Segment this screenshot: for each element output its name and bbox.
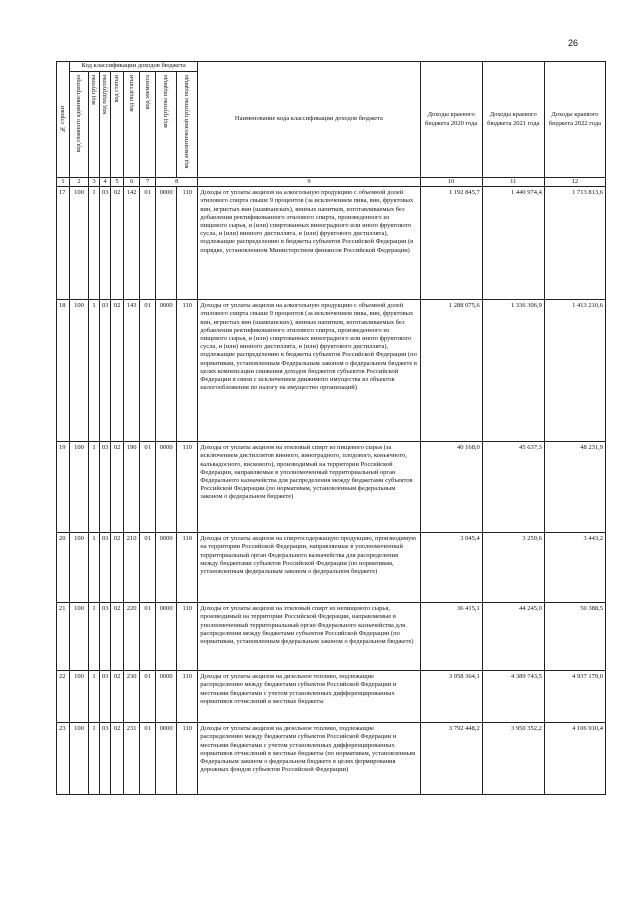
subarticle-code: 230 [124,671,140,723]
code-col-header: код аналитической группы подвида [177,72,198,178]
admin-code: 100 [70,300,89,442]
code-col-header: код главного администратора [70,72,89,178]
subgroup-code: 03 [100,671,111,723]
amount-2022: 4 937 179,0 [544,671,605,723]
subarticle-code: 231 [124,723,140,795]
element-code: 01 [140,533,156,603]
row-number: 17 [57,187,70,300]
revenue-name: Доходы от уплаты акцизов на этиловый спирт из пищевого сырья (за исключением дистиллятов винного, виноградного, плодового, коньячного, кальвадосного, вискового), производимый на территории Российской Федерации, направляемые в уполномоченный территориальный орган Федерального казначейства для распределения между бюджетами субъектов Российской Федерации (по нормативам, установленным федеральным законом о федеральном бюджете) [198,442,420,533]
analytic-group-code: 110 [177,533,198,603]
subgroup-code: 03 [100,300,111,442]
row-number: 20 [57,533,70,603]
subtype-group-code: 0000 [156,603,177,671]
year-2022-header: Доходы краевого бюджета 2022 года [544,62,605,178]
row-number: 18 [57,300,70,442]
row-number: 23 [57,723,70,795]
table-row [57,442,606,533]
article-code: 02 [111,442,124,533]
analytic-group-code: 110 [177,603,198,671]
subarticle-code: 142 [124,187,140,300]
analytic-group-code: 110 [177,723,198,795]
admin-code: 100 [70,187,89,300]
row-number: 21 [57,603,70,671]
amount-2021: 1 440 974,4 [482,187,544,300]
column-number: 2 [70,178,89,187]
code-col-header: код подгруппы [100,72,111,178]
amount-2020: 40 168,0 [420,442,482,533]
column-number: 11 [482,178,544,187]
column-number: 9 [198,178,420,187]
column-number: 4 [100,178,111,187]
article-code: 02 [111,300,124,442]
column-number: 1 [57,178,70,187]
group-code: 1 [89,723,100,795]
column-number: 8 [156,178,198,187]
code-col-header: код группы подвида [156,72,177,178]
table-row [57,187,606,300]
amount-2020: 3 792 448,2 [420,723,482,795]
element-code: 01 [140,603,156,671]
element-code: 01 [140,442,156,533]
article-code: 02 [111,723,124,795]
column-number: 5 [111,178,124,187]
revenue-name: Доходы от уплаты акцизов на дизельное топливо, подлежащие распределению между бюджетами субъектов Российской Федерации и местными бюджетами с учетом установленных дифференцированных нормативов отчислений в местные бюджеты (по нормативам, установленным Федеральным законом о федеральном бюджете в целях формирования дорожных фондов субъектов Российской Федерации) [198,723,420,795]
row-number: 22 [57,671,70,723]
amount-2020: 3 045,4 [420,533,482,603]
element-code: 01 [140,187,156,300]
page-number: 26 [568,38,579,48]
amount-2022: 1 713 813,6 [544,187,605,300]
subgroup-code: 03 [100,442,111,533]
amount-2020: 36 415,1 [420,603,482,671]
amount-2021: 44 245,0 [482,603,544,671]
group-code: 1 [89,603,100,671]
amount-2021: 4 389 743,5 [482,671,544,723]
subtype-group-code: 0000 [156,533,177,603]
group-code: 1 [89,300,100,442]
amount-2020: 1 288 075,6 [420,300,482,442]
analytic-group-code: 110 [177,442,198,533]
subarticle-code: 143 [124,300,140,442]
admin-code: 100 [70,603,89,671]
table-row [57,533,606,603]
subtype-group-code: 0000 [156,671,177,723]
column-number: 7 [140,178,156,187]
column-number: 10 [420,178,482,187]
subarticle-code: 190 [124,442,140,533]
revenue-table [56,61,606,795]
amount-2021: 3 950 352,2 [482,723,544,795]
name-column-header: Наименование кода классификации доходов бюджета [198,62,420,178]
article-code: 02 [111,187,124,300]
code-col-header: код подстатьи [124,72,140,178]
table-row [57,723,606,795]
amount-2022: 3 443,2 [544,533,605,603]
amount-2020: 3 958 364,1 [420,671,482,723]
subtype-group-code: 0000 [156,442,177,533]
analytic-group-code: 110 [177,300,198,442]
amount-2022: 50 388,5 [544,603,605,671]
amount-2022: 1 413 210,6 [544,300,605,442]
year-2021-header: Доходы краевого бюджета 2021 года [482,62,544,178]
admin-code: 100 [70,533,89,603]
classification-group-header: Код классификации доходов бюджета [70,62,198,72]
group-code: 1 [89,533,100,603]
subtype-group-code: 0000 [156,300,177,442]
subarticle-code: 210 [124,533,140,603]
admin-code: 100 [70,723,89,795]
table-row [57,603,606,671]
analytic-group-code: 110 [177,187,198,300]
article-code: 02 [111,671,124,723]
revenue-name: Доходы от уплаты акцизов на алкогольную продукцию с объемной долей этилового спирта свыше 9 процентов (за исключением пива, вин, фруктовых вин, игристых вин (шампанских), винных напитков, изготавливаемых без добавления ректификованного этилового спирта, произведенного из пищевого сырья, и (или) спиртованных виноградного или иного фруктового сусла, и (или) винного дистиллята, и (или) фруктового дистиллята), подлежащие распределению в бюджеты субъектов Российской Федерации (в порядке, установленном Министерством финансов Российской Федерации) [198,187,420,300]
group-code: 1 [89,442,100,533]
group-code: 1 [89,671,100,723]
analytic-group-code: 110 [177,671,198,723]
revenue-name: Доходы от уплаты акцизов на этиловый спирт из непищевого сырья, производимый на территории Российской Федерации, направляемые в уполномоченный территориальный орган Федерального казначейства для распределения между бюджетами субъектов Российской Федерации (по нормативам, установленным федеральным законом о федеральном бюджете) [198,603,420,671]
element-code: 01 [140,300,156,442]
code-col-header: код группы [89,72,100,178]
table-row [57,671,606,723]
revenue-name: Доходы от уплаты акцизов на спиртосодержащую продукцию, производимую на территории Российской Федерации, направляемые в уполномоченный территориальный орган Федерального казначейства для распределения между бюджетами субъектов Российской Федерации (по нормативам, установленным федеральным законом о федеральном бюджете) [198,533,420,603]
column-numbers-row [57,178,606,187]
admin-code: 100 [70,671,89,723]
amount-2020: 1 192 845,7 [420,187,482,300]
row-number: 19 [57,442,70,533]
subgroup-code: 03 [100,723,111,795]
table-row [57,300,606,442]
subgroup-code: 03 [100,187,111,300]
subgroup-code: 03 [100,603,111,671]
code-col-header: код статьи [111,72,124,178]
amount-2021: 45 637,3 [482,442,544,533]
revenue-name: Доходы от уплаты акцизов на дизельное топливо, подлежащие распределению между бюджетами субъектов Российской Федерации и местными бюджетами с учетом установленных дифференцированных нормативов отчислений в местные бюджеты [198,671,420,723]
element-code: 01 [140,723,156,795]
article-code: 02 [111,603,124,671]
subtype-group-code: 0000 [156,187,177,300]
revenue-name: Доходы от уплаты акцизов на алкогольную продукцию с объемной долей этилового спирта свыше 9 процентов (за исключением пива, вин, фруктовых вин, игристых вин (шампанских), винных напитков, изготавливаемых без добавления ректификованного этилового спирта, произведенного из пищевого сырья, и (или) спиртованных виноградного или иного фруктового сусла, и (или) винного дистиллята, и (или) фруктового дистиллята), подлежащие распределению в бюджеты субъектов Российской Федерации (по нормативам, установленным Федеральным законом о федеральном бюджете в целях компенсации снижения доходов бюджетов субъектов Российской Федерации в связи с исключением движимого имущества из объектов налогообложения по налогу на имущество организаций) [198,300,420,442]
code-col-header: код элемента [140,72,156,178]
subarticle-code: 220 [124,603,140,671]
column-number: 12 [544,178,605,187]
subgroup-code: 03 [100,533,111,603]
column-number: 6 [124,178,140,187]
group-code: 1 [89,187,100,300]
header-row-group [57,62,606,72]
subtype-group-code: 0000 [156,723,177,795]
article-code: 02 [111,533,124,603]
amount-2021: 3 259,6 [482,533,544,603]
year-2020-header: Доходы краевого бюджета 2020 года [420,62,482,178]
amount-2021: 1 336 306,9 [482,300,544,442]
admin-code: 100 [70,442,89,533]
amount-2022: 48 231,9 [544,442,605,533]
element-code: 01 [140,671,156,723]
column-number: 3 [89,178,100,187]
amount-2022: 4 106 910,4 [544,723,605,795]
row-number-header: № строки [57,62,70,178]
